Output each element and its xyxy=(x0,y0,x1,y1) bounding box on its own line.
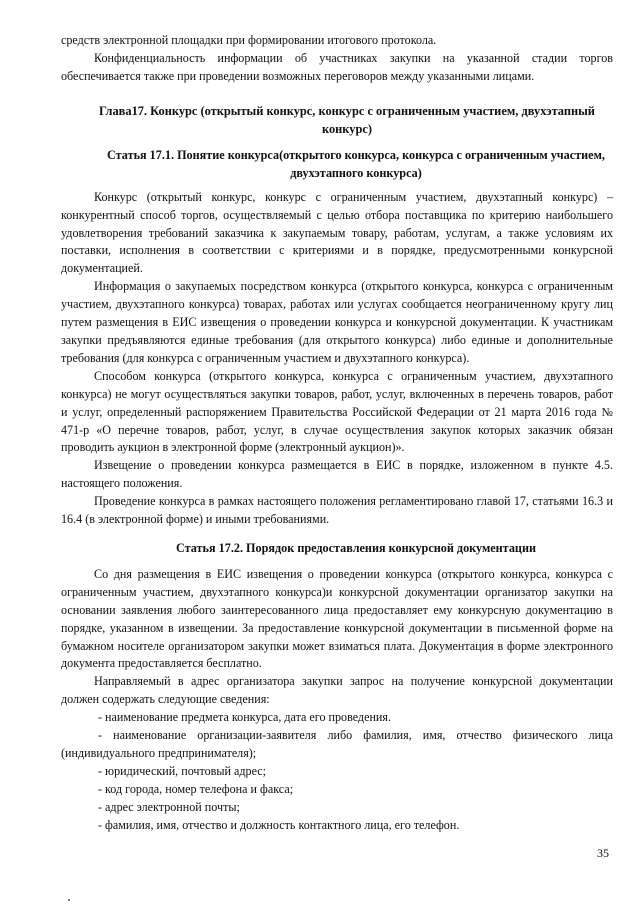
list-item: - адрес электронной почты; xyxy=(98,799,240,814)
paragraph: Проведение конкурса в рамках настоящего положения регламентировано главой 17, статьями 16.3 и 16.4 (в электронной форме) и иными требованиями. xyxy=(61,494,613,527)
chapter-title: Глава17. Конкурс (открытый конкурс, конкурс с ограниченным участием, двухэтапный конкурс) xyxy=(99,103,595,136)
paragraph-confidentiality: Конфиденциальность информации об участниках закупки на указанной стадии торгов обеспечивается также при проведении возможных переговоров между указанными лицами. xyxy=(61,50,613,83)
list-item: - наименование предмета конкурса, дата его проведения. xyxy=(98,710,391,725)
list-item: - фамилия, имя, отчество и должность контактного лица, его телефон. xyxy=(98,817,460,832)
article-17-2-title: Статья 17.2. Порядок предоставления конкурсной документации xyxy=(176,540,536,555)
paragraph: Конкурс (открытый конкурс, конкурс с ограниченным участием, двухэтапный конкурс) – конкурентный способ торгов, осуществляемый с целью отбора поставщика по критерию наибольшего удовлетворения требований заказчика к закупаемым товару, работам, услугам, а также условиям их поставки, исполнения в соответствии с критериями и в порядке, предусмотренными конкурсной документацией. xyxy=(61,189,613,276)
paragraph-continuation: средств электронной площадки при формировании итогового протокола. xyxy=(61,33,437,47)
list-item: - код города, номер телефона и факса; xyxy=(98,781,294,796)
article-17-1-title: Статья 17.1. Понятие конкурса(открытого конкурса, конкурса с ограниченным участием, двухэтапного конкурса) xyxy=(107,147,605,180)
paragraph: Извещение о проведении конкурса размещается в ЕИС в порядке, изложенном в пункте 4.5. настоящего положения. xyxy=(61,458,613,491)
list-item: - юридический, почтовый адрес; xyxy=(98,763,266,778)
paragraph: Направляемый в адрес организатора закупки запрос на получение конкурсной документации должен содержать следующие сведения: xyxy=(61,674,613,707)
scan-speck xyxy=(68,899,70,901)
paragraph: Со дня размещения в ЕИС извещения о проведении конкурса (открытого конкурса, конкурса с ограниченным участием, двухэтапного конкурса)и конкурсной документации организатор закупки на основании заявления любого заинтересованного лица предоставляет ему конкурсную документацию в порядке, указанном в извещении. За предоставление конкурсной документации в письменной форме на бумажном носителе организатором закупки может взиматься плата. Документация в форме электронного документа предоставляется бесплатно. xyxy=(61,566,613,671)
paragraph: Информация о закупаемых посредством конкурса (открытого конкурса, конкурса с ограниченным участием, двухэтапного конкурса) товарах, работах или услугах сообщается неограниченному кругу лиц путем размещения в ЕИС извещения о проведении конкурса и конкурсной документации. К участникам закупки предъявляются единые требования (для открытого конкурса) либо единые и дополнительные требования (для конкурса с ограниченным участием и двухэтапного конкурса). xyxy=(61,279,613,365)
list-item: - наименование организации-заявителя либо фамилия, имя, отчество физического лица (индивидуального предпринимателя); xyxy=(61,728,613,760)
page-number: 35 xyxy=(597,846,609,860)
paragraph: Способом конкурса (открытого конкурса, конкурса с ограниченным участием, двухэтапного конкурса) не могут осуществляться закупки товаров, работ, услуг, включенных в перечень товаров, работ и услуг, определенный распоряжением Правительства Российской Федерации от 21 марта 2016 года № 471-р «О перечне товаров, работ, услуг, в случае осуществления закупок которых заказчик обязан проводить аукцион в электронной форме (электронный аукцион)». xyxy=(61,368,613,455)
document-page xyxy=(61,32,613,835)
